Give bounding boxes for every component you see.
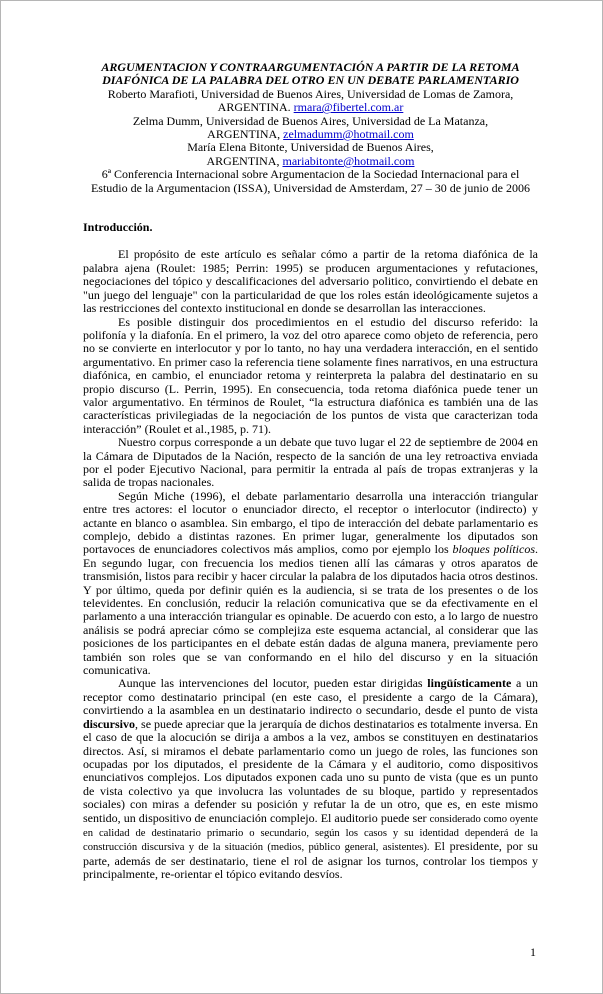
text-run: Es posible distinguir dos procedimientos en el estudio del discurso referido: la polifonía y la diafonía. En el primero, la voz del otro aparece como objeto de referencia, pero no se convierte en interlocutor y por lo tanto, no hay una verdadera interacción, en el sentido argumentativo. En primer caso la referencia tiene solamente fines narrativos, en una estructura diafónica, en cambio, el enunciador retoma y reinterpreta la palabra del destinatario en su propio discurso (L. Perrin, 1995). En consecuencia, toda retoma diafónica puede tener un valor argumentativo. En términos de Roulet, “la estructura diafónica es también una de las características privilegiadas de la negociación de los puntos de vista que caracterizan toda interacción” (Roulet et al.,1985, p. 71). — [83, 314, 538, 436]
text-run: a un receptor como destinatario principal (en este caso, el presidente a cargo de la Cámara), convirtiendo a la asamblea en un destinatario indirecto o secundario, desde el punto de vista — [83, 676, 539, 718]
text-run: El propósito de este artículo es señalar cómo a partir de la retoma diafónica de la palabra ajena (Roulet: 1985; Perrin: 1995) se producen argumentaciones y refutaciones, negociaciones del tópico y descalificaciones del adversario politico, convirtiendo el debate en "un juego del lenguaje" con la particularidad de que los roles están ideológicamente sujetos a las restricciones del contexto institucional en donde se desarrollan las interacciones. — [83, 247, 538, 316]
author-block — [83, 88, 538, 168]
text-bold: lingüísticamente — [427, 676, 512, 691]
author-affiliation: Zelma Dumm, Universidad de Buenos Aires, Universidad de La Matanza, — [132, 113, 489, 128]
text-run: Nuestro corpus corresponde a un debate que tuvo lugar el 22 de septiembre de 2004 en la Cámara de Diputados de la Nación, respecto de la sanción de una ley retroactiva enviada por el poder Ejecutivo Nacional, para permitir la entrada al país de tropas extranjeras y la salida de tropas nacionales. — [83, 435, 538, 490]
author-country: ARGENTINA, — [206, 153, 283, 168]
conference-info-line2: Estudio de la Argumentacion (ISSA), Universidad de Amsterdam, 27 – 30 de junio de 2006 — [90, 180, 531, 195]
paragraph — [83, 436, 538, 490]
paragraph — [83, 677, 538, 881]
page-number: 1 — [530, 944, 536, 959]
paper-title — [83, 61, 538, 88]
text-small: considerado como oyente en calidad de destinatario primario o secundario, según los casos y su identidad dependerá de la construcción discursiva y de la situación (medios, público general, asistentes). — [83, 813, 538, 854]
paragraphs-container — [83, 248, 538, 881]
email-link[interactable]: zelmadumm@hotmail.com — [283, 127, 414, 142]
author-contact-line — [83, 128, 538, 141]
text-bold: discursivo — [83, 716, 136, 731]
paragraph — [83, 490, 538, 678]
author-affiliation: Roberto Marafioti, Universidad de Buenos Aires, Universidad de Lomas de Zamora, — [107, 86, 514, 101]
section-heading: Introducción. — [83, 220, 153, 235]
text-run: Aunque las intervenciones del locutor, pueden estar dirigidas — [118, 676, 428, 691]
paper-title-line1: ARGUMENTACION Y CONTRAARGUMENTACIÓN A PARTIR DE LA RETOMA — [101, 60, 520, 74]
conference-info — [83, 168, 538, 195]
text-run: Según Miche (1996), el debate parlamentario desarrolla una interacción triangular entre tres actores: el locutor o enunciador directo, el receptor o interlocutor (indirecto) y actante en blanco o asamblea. Sin embargo, el tipo de interacción del debate parlamentario es complejo, debido a distintas razones. En primer lugar, generalmente los diputados son portavoces de enunciadores colectivos más amplios, como por ejemplo los — [83, 488, 538, 557]
paragraph — [83, 316, 538, 437]
email-link[interactable]: rmara@fibertel.com.ar — [293, 100, 404, 115]
text-run: El presidente, por su parte, además de ser destinatario, tiene el rol de asignar los turnos, controlar los tiempos y principalmente, re-orientar el tópico evitando desvíos. — [83, 839, 538, 882]
author-contact-line — [83, 101, 538, 114]
paragraph — [83, 248, 538, 315]
author-affiliation: María Elena Bitonte, Universidad de Buenos Aires, — [187, 140, 434, 155]
paper-title-line2: DIAFÓNICA DE LA PALABRA DEL OTRO EN UN DEBATE PARLAMENTARIO — [102, 73, 519, 88]
author-country: ARGENTINA, — [207, 127, 284, 142]
text-run: , se puede apreciar que la jerarquía de dichos destinatarios es totalmente inversa. En el caso de que la alocución se dirija a ambos a la vez, ambos se constituyen en destinatarios directos. Así, si miramos el debate parlamentario como un juego de roles, las funciones son ocupadas por los diputados, el presidente de la Cámara y el auditorio, como dispositivos enunciativos complejos. Los diputados exponen cada uno su punto de vista (que es un punto de vista colectivo ya que involucra las voluntades de su bloque, partido y representados sociales) con miras a defender su posición y refutar la de un otro, que es, en este mismo sentido, un dispositivo de enunciación complejo. El auditorio puede ser — [83, 716, 538, 825]
email-link[interactable]: mariabitonte@hotmail.com — [282, 153, 415, 168]
conference-info-line1: 6ª Conferencia Internacional sobre Argumentacion de la Sociedad Internacional para el — [101, 167, 520, 182]
author-country: ARGENTINA. — [217, 100, 294, 115]
text-italic: bloques políticos — [452, 542, 535, 557]
author-contact-line — [83, 155, 538, 168]
text-run: . En segundo lugar, con frecuencia los medios tienen allí las cámaras y otros aparatos de transmisión, listos para recibir y hacer circular la palabra de los diputados hacia otros destinos. Y por último, queda por definir quién es la audiencia, si se trata de los presentes o de los televidentes. En conclusión, reducir la relación comunicativa que se da efectivamente en el parlamento a una interacción triangular es opinable. De acuerdo con esto, a lo largo de nuestro análisis se podrá apreciar cómo se complejiza este esquema actancial, al considerar que las posiciones de los participantes en el debate están dadas de alguna manera, previamente pero también son roles que se van conformando en el hilo del discurso y en la situación comunicativa. — [83, 542, 538, 678]
